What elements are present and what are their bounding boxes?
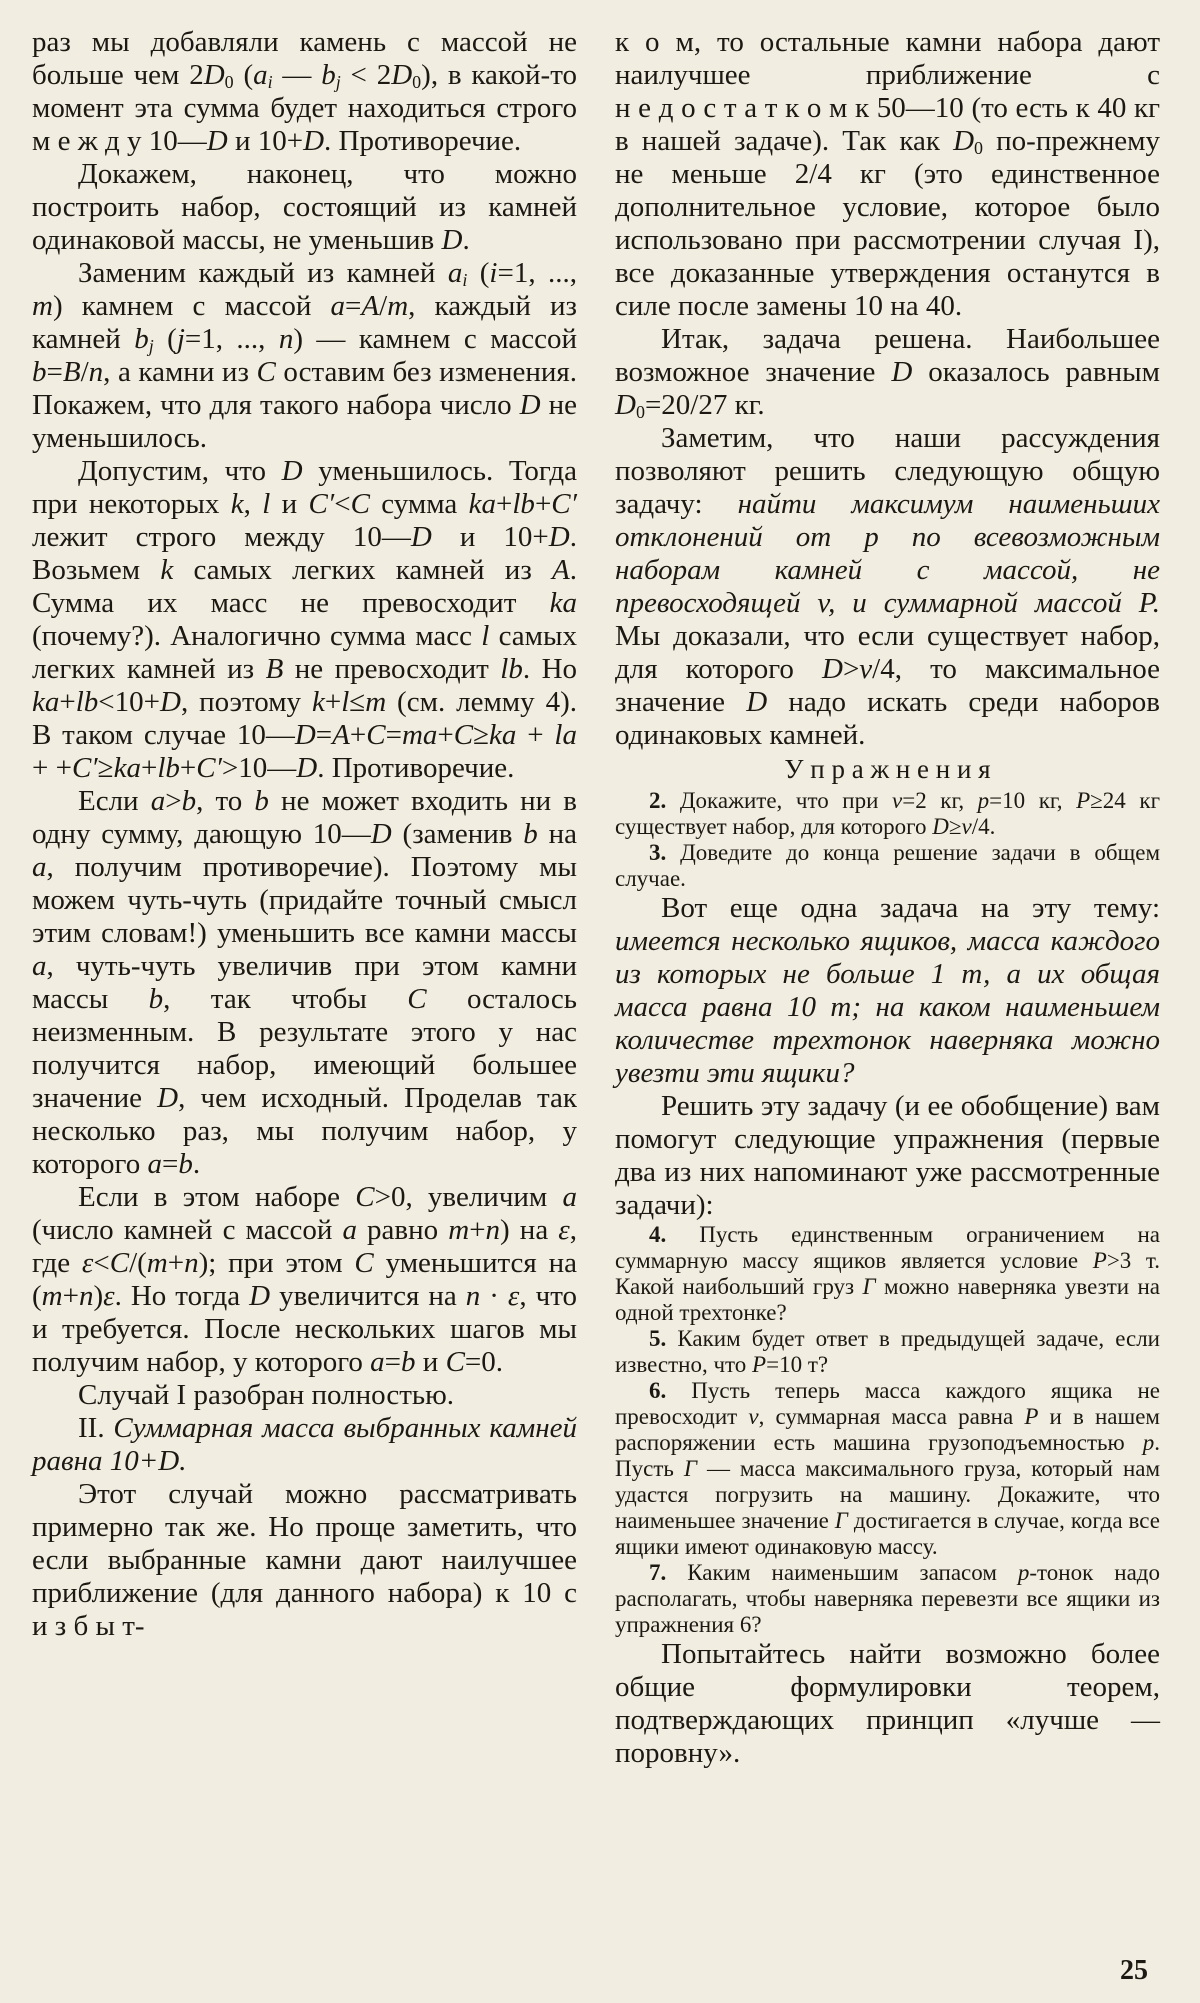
paragraph: Допустим, что D уменьшилось. Тогда при некоторых k, l и C′<C сумма ka+lb+C′ лежит строго между 10—D и 10+D. Возьмем k самых легких камней из A. Сумма их масс не превосходит ka (почему?). Аналогично сумма масс l самых легких камней из B не превосходит lb. Но ka+lb<10+D, поэтому k+l≤m (см. лемму 4). В таком случае 10—D=A+C=ma+C≥ka + la + +C′≥ka+lb+C′>10—D. Противоречие. (32, 455, 578, 784)
exercise-4: 4. Пусть единственным ограничением на суммарную массу ящиков является условие P>3 т. Какой наибольший груз Γ можно наверняка увезти на одной трехтонке? (615, 1222, 1160, 1325)
paragraph: раз мы добавляли камень с массой не больше чем $2D_0$ ($a_i$ — $b_j < 2D_0$), в какой-то момент эта сумма будет находиться строго м е ж д у 10—D и 10+D. Противоречие. (32, 26, 577, 157)
paragraph: Вот еще одна задача на эту тему: имеется несколько ящиков, масса каждого из которых не больше 1 т, а их общая масса равна 10 т; на каком наименьшем количестве трехтонок наверняка можно увезти эти ящики? (615, 892, 1160, 1089)
exercise-7: 7. Каким наименьшим запасом p-тонок надо располагать, чтобы наверняка перевезти все ящики из упражнения 6? (615, 1560, 1161, 1637)
left-column (32, 26, 577, 1770)
paragraph: II. Суммарная масса выбранных камней равна 10+D. (32, 1412, 577, 1477)
paragraph: Если a>b, то b не может входить ни в одну сумму, дающую 10—D (заменив b на a, получим противоречие). Поэтому мы можем чуть-чуть (придайте точный смысл этим словам!) уменьшить все камни массы a, чуть-чуть увеличив при этом камни массы b, так чтобы C осталось неизменным. В результате этого у нас получится набор, имеющий большее значение D, чем исходный. Проделав так несколько раз, мы получим набор, у которого a=b. (32, 785, 577, 1180)
paragraph: к о м, то остальные камни набора дают наилучшее приближение с н е д о с т а т к о м к 50—10 (то есть к 40 кг в нашей задаче). Так как $D_0$ по-прежнему не меньше 2/4 кг (это единственное дополнительное условие, которое было использовано при рассмотрении случая I), все доказанные утверждения останутся в силе после замены 10 на 40. (615, 26, 1160, 322)
exercise-6: 6. Пусть теперь масса каждого ящика не превосходит v, суммарная масса равна P и в нашем распоряжении есть машина грузоподъемностью p. Пусть Γ — масса максимального груза, который нам удастся погрузить на машину. Докажите, что наименьшее значение Γ достигается в случае, когда все ящики имеют одинаковую массу. (615, 1378, 1161, 1559)
paragraph: Этот случай можно рассматривать примерно так же. Но проще заметить, что если выбранные камни дают наилучшее приближение (для данного набора) к 10 с и з б ы т- (32, 1478, 577, 1642)
paragraph: Попытайтесь найти возможно более общие формулировки теорем, подтверждающих принцип «лучше — поровну». (615, 1638, 1160, 1769)
paragraph: Решить эту задачу (и ее обобщение) вам помогут следующие упражнения (первые два из них напоминают уже рассмотренные задачи): (615, 1090, 1160, 1221)
exercise-5: 5. Каким будет ответ в предыдущей задаче, если известно, что P=10 т? (615, 1326, 1160, 1377)
paragraph: Если в этом наборе C>0, увеличим a (число камней с массой a равно m+n) на ε, где ε<C/(m+n); при этом C уменьшится на (m+n)ε. Но тогда D увеличится на n · ε, что и требуется. После нескольких шагов мы получим набор, у которого a=b и C=0. (32, 1181, 577, 1378)
content-columns (32, 26, 1160, 1770)
paragraph: Заметим, что наши рассуждения позволяют решить следующую общую задачу: найти максимум наименьших отклонений от p по всевозможным наборам камней с массой, не превосходящей v, и суммарной массой P. Мы доказали, что если существует набор, для которого D>v/4, то максимальное значение D надо искать среди наборов одинаковых камней. (615, 422, 1160, 751)
exercises-heading: У п р а ж н е н и я (784, 754, 991, 784)
exercise-2: 2. Докажите, что при v=2 кг, p=10 кг, P≥24 кг существует набор, для которого D≥v/4. (615, 788, 1160, 839)
page-number: 25 (1120, 1955, 1148, 1986)
paragraph: Итак, задача решена. Наибольшее возможное значение D оказалось равным $D_0=20/27$ кг. (615, 323, 1160, 422)
paragraph: Заменим каждый из камней $a_i$ (i=1, ..., m) камнем с массой a=A/m, каждый из камней $b_j$ (j=1, ..., n) — камнем с массой b=B/n, а камни из C оставим без изменения. Покажем, что для такого набора число D не уменьшилось. (32, 257, 578, 454)
right-column (615, 26, 1160, 1770)
paragraph: Докажем, наконец, что можно построить набор, состоящий из камней одинаковой массы, не уменьшив D. (32, 158, 577, 256)
exercise-3: 3. Доведите до конца решение задачи в общем случае. (615, 840, 1160, 891)
paragraph: Случай I разобран полностью. (78, 1379, 455, 1411)
